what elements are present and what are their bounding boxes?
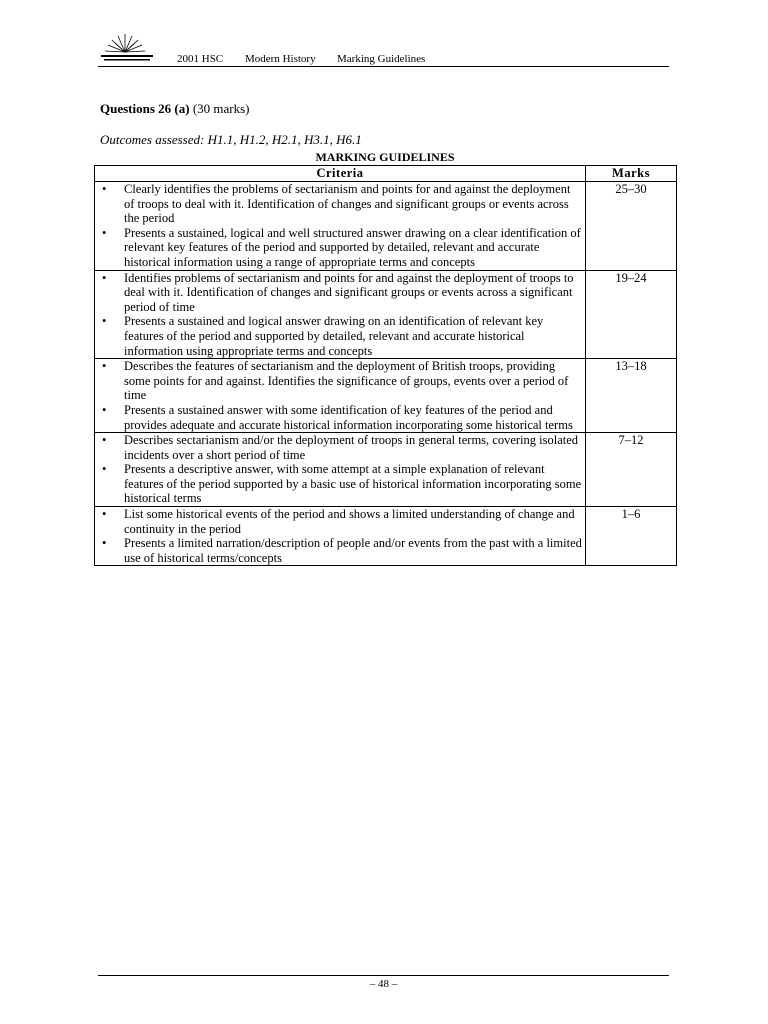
criteria-item: • Presents a descriptive answer, with some attempt at a simple explanation of relevant features of the period supported by a basic use of historical information incorporating some historical terms: [95, 462, 585, 506]
table-row: [95, 182, 677, 271]
criteria-cell: [95, 182, 586, 271]
marks-cell: 25–30: [586, 182, 677, 271]
table-row: [95, 507, 677, 566]
criteria-item: • Identifies problems of sectarianism and points for and against the deployment of troops to deal with it. Identification of changes and significant groups or events across a significant period of time: [95, 271, 585, 315]
criteria-item: • Describes sectarianism and/or the deployment of troops in general terms, covering isolated incidents over a short period of time: [95, 433, 585, 462]
table-row: [95, 270, 677, 359]
board-of-studies-logo-icon: [100, 32, 154, 64]
table-row: [95, 359, 677, 433]
marking-guidelines-table: [94, 165, 677, 566]
criteria-item: • List some historical events of the period and shows a limited understanding of change and continuity in the period: [95, 507, 585, 536]
criteria-cell: [95, 270, 586, 359]
header-subject: Modern History: [245, 53, 316, 65]
criteria-cell: [95, 359, 586, 433]
criteria-item: • Presents a sustained, logical and well structured answer drawing on a clear identification of relevant key features of the period and supported by detailed, relevant and accurate historical information using a range of appropriate terms and concepts: [95, 226, 585, 270]
marks-cell: 1–6: [586, 507, 677, 566]
header-rule: [98, 66, 669, 67]
marks-header: Marks: [586, 166, 677, 182]
marks-cell: 7–12: [586, 433, 677, 507]
table-header-row: [95, 166, 677, 182]
marking-guidelines-title: MARKING GUIDELINES: [315, 150, 455, 164]
criteria-header: Criteria: [95, 166, 586, 182]
marks-cell: 13–18: [586, 359, 677, 433]
header-doc-type: Marking Guidelines: [337, 53, 426, 65]
criteria-cell: [95, 433, 586, 507]
question-label: Questions 26 (a): [100, 101, 190, 116]
page-number: – 48 –: [369, 978, 398, 990]
table-row: [95, 433, 677, 507]
footer-rule: [98, 975, 669, 976]
criteria-item: • Presents a sustained and logical answer drawing on an identification of relevant key features of the period and supported by detailed, relevant and accurate historical information using appropriate terms and concepts: [95, 314, 585, 358]
criteria-item: • Clearly identifies the problems of sectarianism and points for and against the deployment of troops to deal with it. Identification of changes and significant groups or events across the period: [95, 182, 585, 226]
criteria-item: • Presents a sustained answer with some identification of key features of the period and provides adequate and accurate historical information incorporating some historical terms: [95, 403, 585, 432]
outcomes-assessed: Outcomes assessed: H1.1, H1.2, H2.1, H3.1, H6.1: [100, 132, 362, 147]
marks-cell: 19–24: [586, 270, 677, 359]
question-heading: [100, 101, 250, 117]
header-year-course: 2001 HSC: [177, 53, 224, 65]
criteria-item: • Describes the features of sectarianism and the deployment of British troops, providing some points for and against. Identifies the significance of groups, events over a period of time: [95, 359, 585, 403]
criteria-cell: [95, 507, 586, 566]
criteria-item: • Presents a limited narration/description of people and/or events from the past with a limited use of historical terms/concepts: [95, 536, 585, 565]
question-marks: (30 marks): [192, 101, 250, 116]
